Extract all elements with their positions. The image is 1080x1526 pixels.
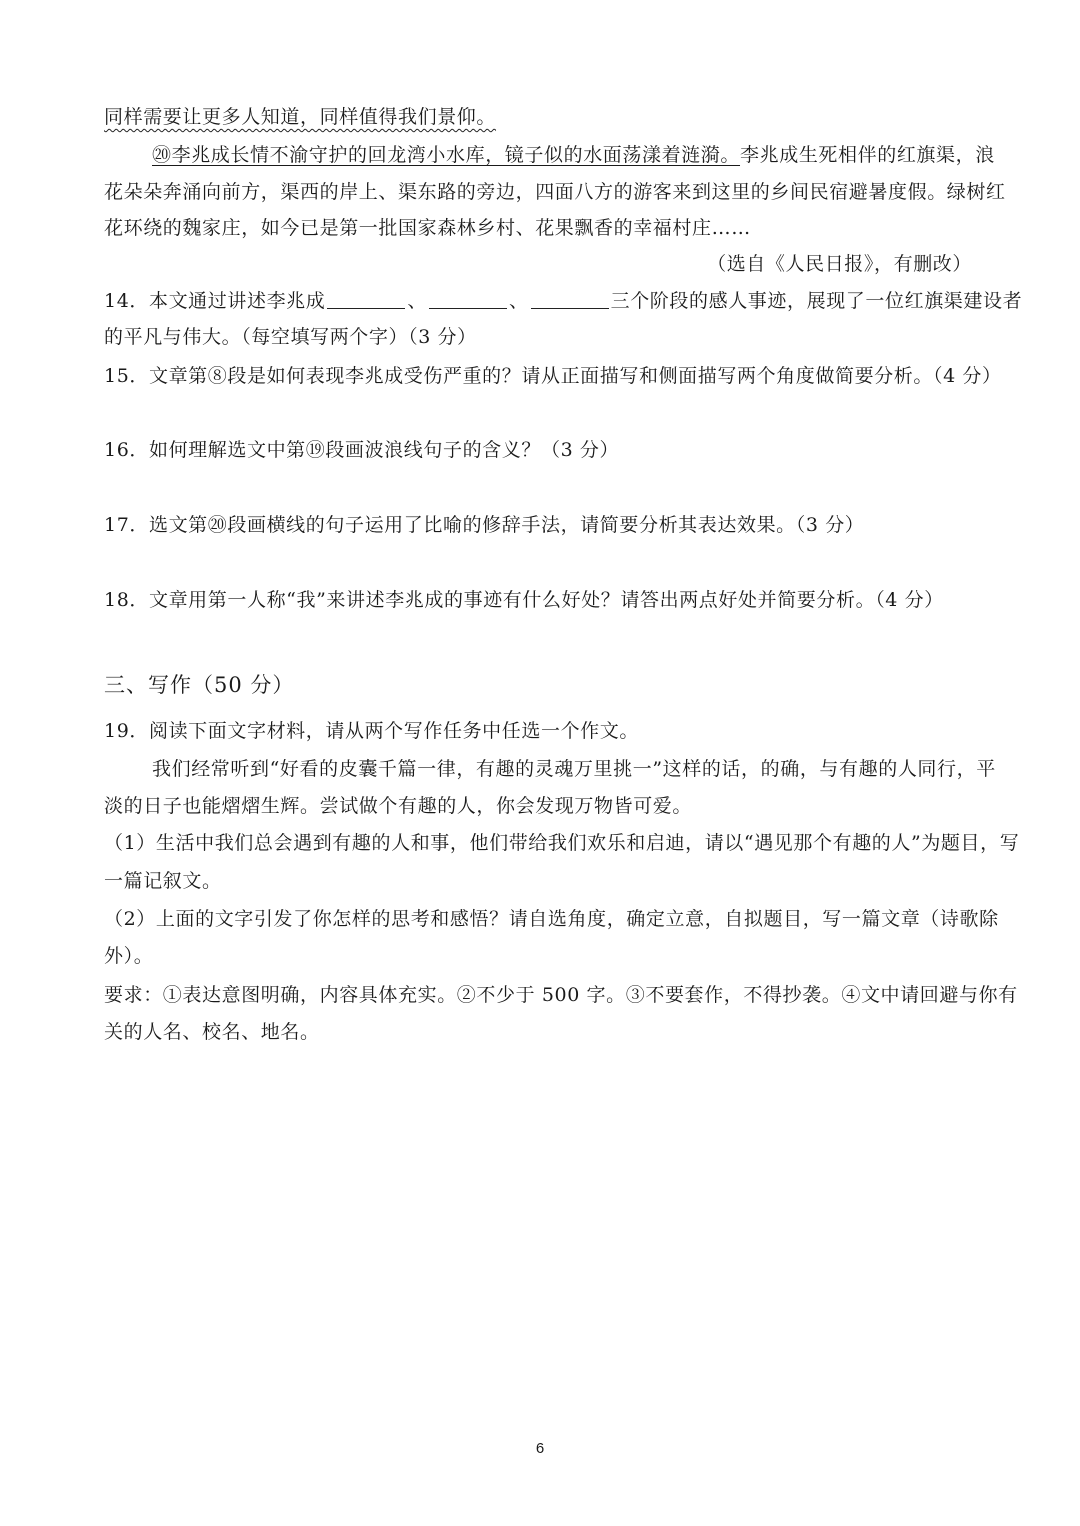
section-title-writing: 三、写作（50 分） (104, 673, 295, 697)
task-1-line-1: （1）生活中我们总会遇到有趣的人和事，他们带给我们欢乐和启迪，请以“遇见那个有趣的人”为题目，写 (104, 832, 1020, 854)
underlined-sentence: ⑳李兆成长情不渝守护的回龙湾小水库，镜子似的水面荡漾着涟漪。 (152, 144, 741, 166)
paragraph-20-text: 李兆成生死相伴的红旗渠，浪 (740, 144, 995, 166)
question-14-text-b: 三个阶段的感人事迹，展现了一位红旗渠建设者 (610, 290, 1023, 312)
question-17: 17．选文第⑳段画横线的句子运用了比喻的修辞手法，请简要分析其表达效果。（3 分） (104, 514, 865, 536)
passage-line-wavy (104, 104, 984, 130)
paragraph-20-line-2: 花朵朵奔涌向前方，渠西的岸上、渠东路的旁边，四面八方的游客来到这里的乡间民宿避暑度假。绿树红 (104, 181, 1006, 203)
task-2-line-1: （2）上面的文字引发了你怎样的思考和感悟？请自选角度，确定立意，自拟题目，写一篇文章（诗歌除 (104, 908, 999, 930)
material-line-1: 我们经常听到“好看的皮囊千篇一律，有趣的灵魂万里挑一”这样的话，的确，与有趣的人同行，平 (152, 758, 996, 780)
question-19: 19．阅读下面文字材料，请从两个写作任务中任选一个作文。 (104, 720, 639, 742)
question-16: 16．如何理解选文中第⑲段画波浪线句子的含义？（3 分） (104, 439, 620, 461)
requirements-line-2: 关的人名、校名、地名。 (104, 1021, 320, 1043)
wavy-underlined-sentence: 同样需要让更多人知道，同样值得我们景仰。 (104, 106, 497, 128)
task-2-line-2: 外）。 (104, 945, 154, 967)
question-18: 18．文章用第一人称“我”来讲述李兆成的事迹有什么好处？请答出两点好处并简要分析。（4 分） (104, 589, 944, 611)
requirements-line-1: 要求：①表达意图明确，内容具体充实。②不少于 500 字。③不要套作，不得抄袭。④文中请回避与你有 (104, 984, 1018, 1006)
paragraph-20-line-3: 花环绕的魏家庄，如今已是第一批国家森林乡村、花果飘香的幸福村庄…… (104, 217, 751, 239)
question-14-sep-1: 、 (407, 290, 427, 312)
paragraph-20-line-1 (152, 142, 995, 168)
question-14-sep-2: 、 (509, 290, 529, 312)
answer-blank-3[interactable] (531, 288, 609, 309)
question-14-line-1 (104, 288, 1023, 314)
question-14-line-2: 的平凡与伟大。（每空填写两个字）（3 分） (104, 326, 477, 348)
question-14-text-a: 14．本文通过讲述李兆成 (104, 290, 326, 312)
page-number: 6 (535, 1440, 545, 1457)
source-citation: （选自《人民日报》，有删改） (707, 253, 972, 275)
task-1-line-2: 一篇记叙文。 (104, 870, 222, 892)
answer-blank-1[interactable] (327, 288, 405, 309)
material-line-2: 淡的日子也能熠熠生辉。尝试做个有趣的人，你会发现万物皆可爱。 (104, 795, 693, 817)
answer-blank-2[interactable] (429, 288, 507, 309)
question-15: 15．文章第⑧段是如何表现李兆成受伤严重的？请从正面描写和侧面描写两个角度做简要分析。（4 分） (104, 365, 1002, 387)
